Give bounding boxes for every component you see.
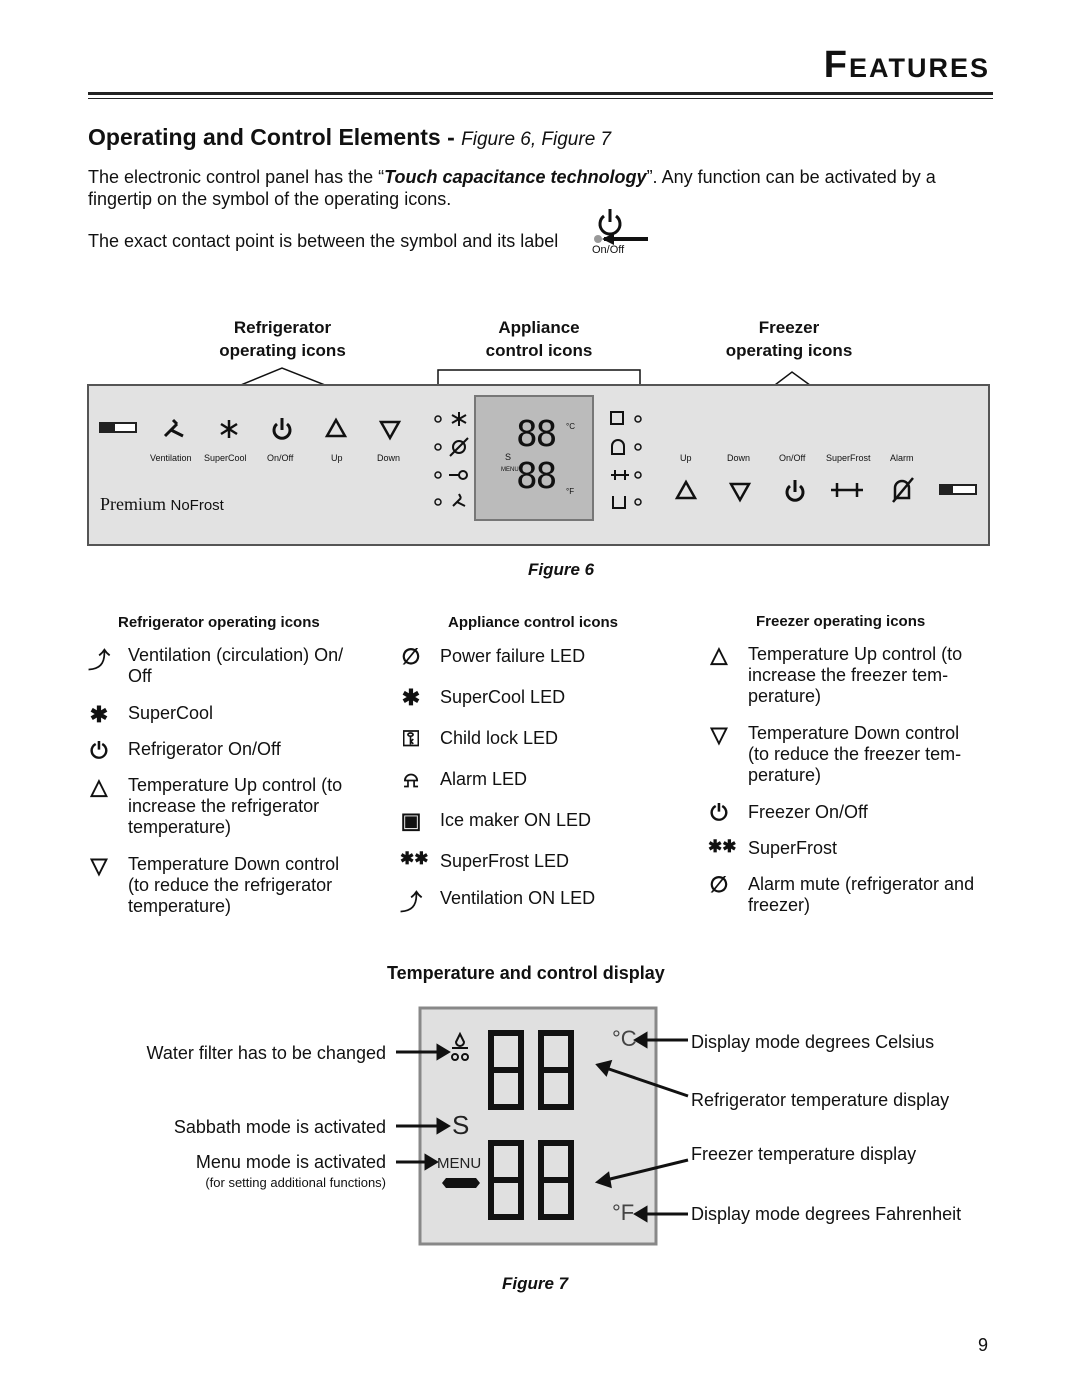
down-triangle-icon[interactable] [381, 422, 399, 438]
label-freezer-group [709, 316, 869, 362]
power-icon: ⏻ [710, 800, 728, 825]
intro-text-a: The electronic control panel has the “ [88, 167, 385, 187]
bell-icon [612, 440, 624, 454]
page-number: 9 [978, 1335, 989, 1355]
display-fahrenheit-label: °F [612, 1200, 635, 1225]
item-text: perature) [748, 765, 822, 785]
down-triangle-icon: ▽ [710, 722, 728, 747]
header-rule [88, 92, 993, 95]
refrigerator-item-onoff: Refrigerator On/Off [128, 739, 281, 759]
superfrost-icon[interactable] [831, 483, 863, 497]
alarm-mute-icon[interactable] [893, 478, 913, 502]
label-refrigerator-line1: Refrigerator [233, 318, 332, 337]
panel-label-superfrost: SuperFrost [826, 453, 871, 463]
page-header-title: Features [823, 44, 990, 86]
label-refrigerator-group [200, 316, 365, 362]
power-icon [600, 209, 620, 234]
intro-text-d: fingertip on the symbol of the operating icons. [88, 189, 452, 209]
appliance-item-supercool: SuperCool LED [440, 687, 566, 707]
item-text: temperature) [128, 896, 232, 916]
callout-water-filter: Water filter has to be changed [146, 1043, 386, 1063]
intro-text-c: ”. Any function can be activated by a [646, 167, 936, 187]
onoff-small-label: On/Off [592, 244, 625, 256]
panel-display-fridge-digits: 88 [516, 414, 556, 455]
up-triangle-icon: △ [90, 774, 108, 799]
key-icon: ⚿ [402, 726, 420, 751]
appliance-item-power-failure: Power failure LED [440, 646, 586, 666]
item-text: (to reduce the refrigerator [128, 875, 333, 895]
callout-sabbath: Sabbath mode is activated [173, 1117, 386, 1137]
header-rule-thin [88, 98, 993, 99]
menu-arrow-icon [442, 1178, 480, 1188]
label-appliance-group [459, 316, 619, 362]
label-freezer-line1: Freezer [758, 318, 820, 337]
supercool-icon [452, 412, 466, 426]
panel-label-supercool: SuperCool [204, 453, 247, 463]
freezer-item-onoff: Freezer On/Off [748, 802, 868, 822]
temperature-display-diagram [380, 1000, 700, 1260]
refrigerator-item-down [128, 854, 339, 917]
label-freezer-line2: operating icons [725, 341, 853, 360]
freezer-item-up [748, 644, 962, 707]
power-icon: ⏻ [90, 738, 108, 763]
label-appliance-line2: control icons [485, 341, 593, 360]
appliance-item-child-lock: Child lock LED [440, 728, 559, 748]
refrigerator-list-heading: Refrigerator operating icons [118, 614, 320, 631]
intro-emphasis: Touch capacitance technology [384, 167, 647, 187]
led-ventilation [435, 499, 441, 505]
refrigerator-item-ventilation [128, 645, 343, 687]
led-child-lock [435, 472, 441, 478]
key-icon [449, 471, 467, 479]
section-title-figure-refs: Figure 6, Figure 7 [461, 129, 612, 150]
freezer-item-alarm-mute [748, 874, 974, 916]
item-text: Temperature Down control [128, 854, 340, 874]
display-menu-label: MENU [437, 1155, 482, 1172]
item-text: Temperature Down control [748, 723, 960, 743]
item-text: freezer) [748, 895, 811, 915]
figure7-title: Temperature and control display [387, 963, 665, 983]
bell-icon: ⍾ [403, 767, 419, 792]
figure6-caption: Figure 6 [528, 560, 595, 579]
alarm-mute-icon: ∅ [709, 872, 729, 897]
panel-display-celsius: °C [566, 422, 575, 431]
freezer-up-icon[interactable] [677, 482, 695, 498]
appliance-item-alarm: Alarm LED [440, 769, 528, 789]
panel-display-menu: MENU [501, 467, 519, 473]
superfrost-icon: ✱✱ [400, 849, 429, 868]
appliance-item-superfrost: SuperFrost LED [440, 851, 570, 871]
ice-maker-icon [611, 412, 623, 424]
appliance-item-ventilation: Ventilation ON LED [440, 888, 596, 908]
panel-label-down: Down [377, 453, 401, 463]
item-text: perature) [748, 686, 822, 706]
display-sabbath-label: S [452, 1110, 470, 1140]
item-text: Off [128, 666, 152, 686]
up-triangle-icon[interactable] [327, 420, 345, 436]
brand-subtitle: NoFrost [170, 497, 224, 514]
power-failure-icon [450, 438, 468, 456]
panel-label-ventilation: Ventilation [150, 453, 192, 463]
callout-freezer-temp: Freezer temperature display [691, 1144, 917, 1164]
panel-display-freezer-digits: 88 [516, 456, 556, 497]
panel-label-up: Up [331, 453, 343, 463]
refrigerator-item-supercool: SuperCool [128, 703, 214, 723]
up-triangle-icon: △ [710, 642, 728, 667]
led-power-failure [435, 444, 441, 450]
item-text: Ventilation (circulation) On/ [128, 645, 344, 665]
display-celsius-label: °C [612, 1026, 637, 1051]
ventilation-icon [453, 494, 465, 506]
item-text: Temperature Up control (to [748, 644, 963, 664]
callout-menu-note: (for setting additional functions) [205, 1175, 386, 1190]
brand-name: Premium [100, 494, 166, 514]
section-title [88, 124, 611, 151]
item-text: (to reduce the freezer tem- [748, 744, 962, 764]
freezer-item-superfrost: SuperFrost [748, 838, 838, 858]
appliance-item-ice-maker: Ice maker ON LED [440, 810, 592, 830]
item-text: increase the refrigerator [128, 796, 320, 816]
item-text: Temperature Up control (to [128, 775, 343, 795]
panel-label-freezer-up: Up [680, 453, 692, 463]
callout-menu: Menu mode is activated [195, 1152, 386, 1172]
refrigerator-item-up [128, 775, 342, 838]
led-supercool [435, 416, 441, 422]
led-superfrost [635, 472, 641, 478]
freezer-down-icon[interactable] [731, 484, 749, 500]
item-text: temperature) [128, 817, 232, 837]
callout-fahrenheit: Display mode degrees Fahrenheit [691, 1204, 962, 1224]
led-ice-maker [635, 416, 641, 422]
panel-label-alarm: Alarm [890, 453, 914, 463]
ice-maker-icon: ▣ [400, 808, 422, 833]
supercool-icon: ✱ [89, 702, 109, 727]
ventilation-icon[interactable] [165, 420, 183, 436]
superfrost-icon: ✱✱ [708, 837, 737, 856]
panel-label-onoff: On/Off [267, 453, 294, 463]
callout-fridge-temp: Refrigerator temperature display [691, 1090, 950, 1110]
item-text: Alarm mute (refrigerator and [748, 874, 975, 894]
contact-point-dot [594, 235, 602, 243]
supercool-icon[interactable] [221, 420, 237, 438]
figure7-caption: Figure 7 [502, 1274, 569, 1293]
item-text: increase the freezer tem- [748, 665, 949, 685]
ventilation-icon: ⤴ [399, 890, 422, 915]
supercool-icon: ✱ [401, 685, 421, 710]
power-icon[interactable] [274, 418, 290, 438]
led-alarm [635, 444, 641, 450]
panel-display-sabbath: S [505, 452, 512, 462]
freezer-power-icon[interactable] [787, 480, 803, 500]
ventilation-icon: ⤴ [87, 648, 110, 673]
panel-label-freezer-onoff: On/Off [779, 453, 806, 463]
superfrost-icon [611, 470, 629, 480]
freezer-item-down [748, 723, 961, 786]
down-triangle-icon: ▽ [90, 853, 108, 878]
freezer-list-heading: Freezer operating icons [756, 613, 926, 630]
label-appliance-line1: Appliance [498, 318, 580, 337]
panel-label-freezer-down: Down [727, 453, 751, 463]
panel-display-fahrenheit: °F [566, 487, 575, 496]
led-water [635, 499, 641, 505]
intro-paragraph [88, 166, 998, 210]
brand-logo [100, 494, 224, 515]
appliance-list-heading: Appliance control icons [448, 614, 619, 631]
power-failure-icon: ∅ [401, 644, 421, 669]
label-refrigerator-line2: operating icons [219, 341, 346, 360]
callout-celsius: Display mode degrees Celsius [691, 1032, 935, 1052]
section-title-text: Operating and Control Elements - [88, 124, 462, 150]
water-icon [613, 496, 625, 508]
contact-point-text: The exact contact point is between the symbol and its label [88, 231, 559, 251]
